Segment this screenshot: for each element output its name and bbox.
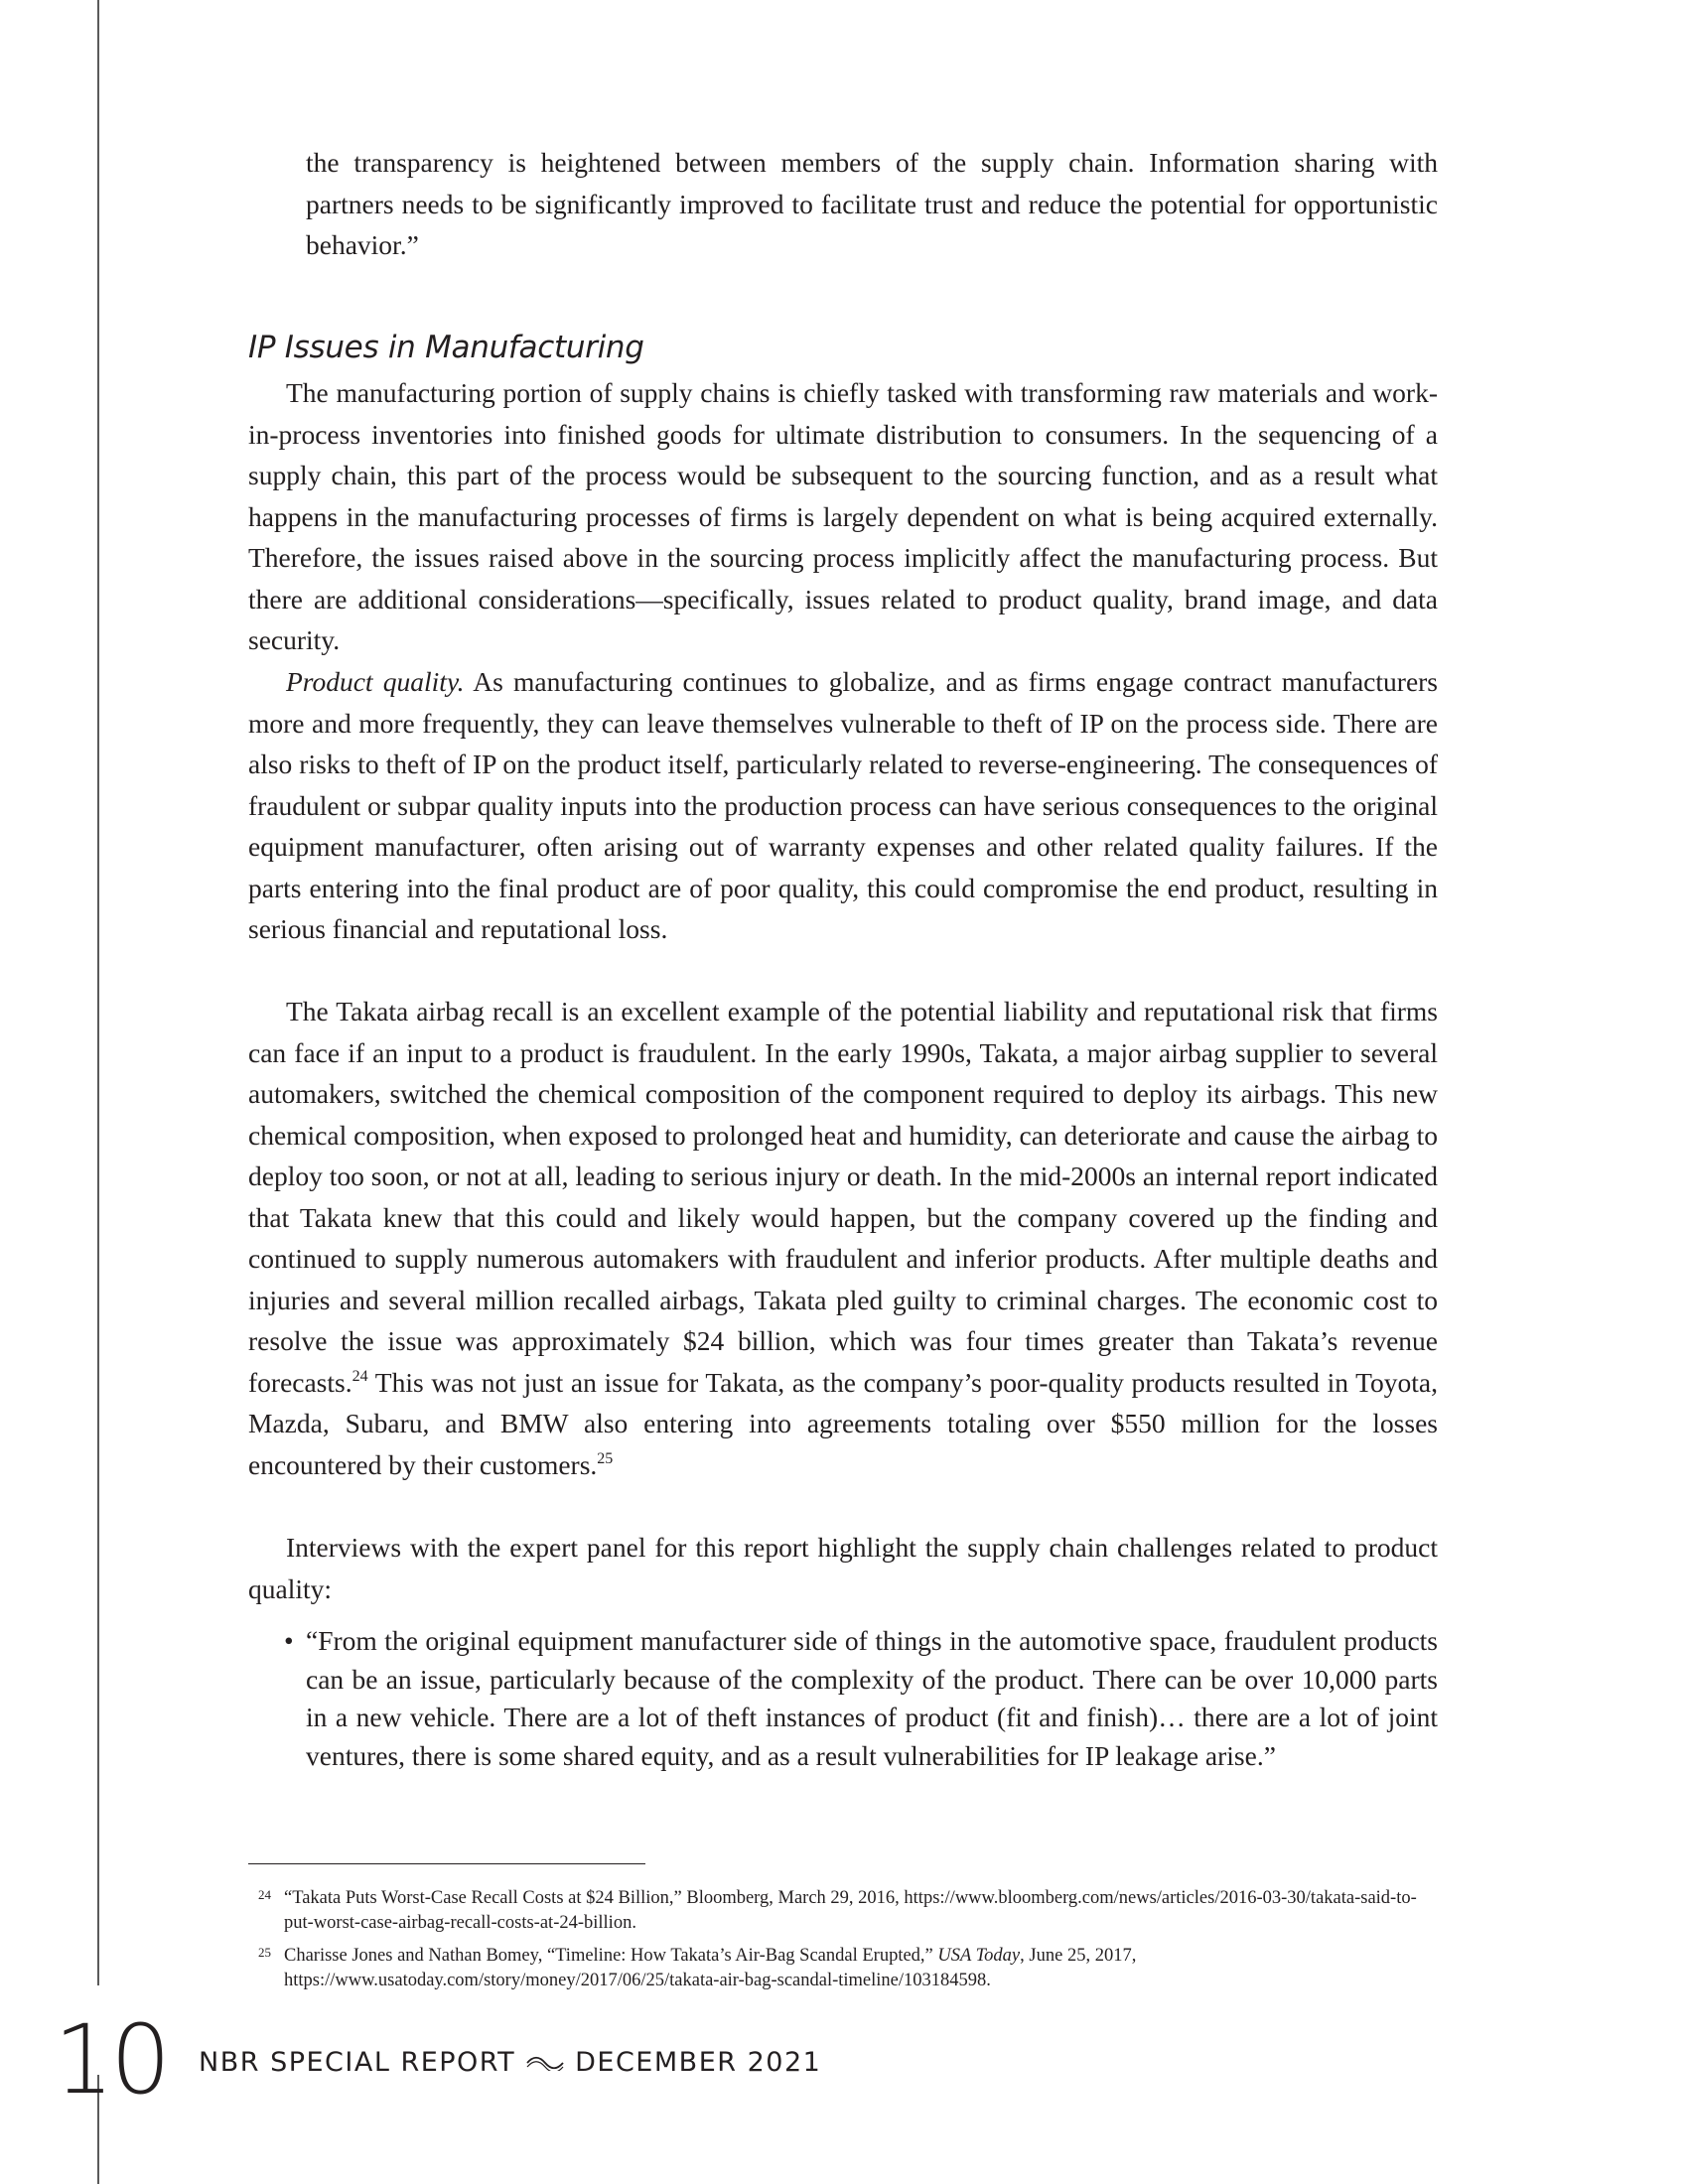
continued-quote: the transparency is heightened between members of the supply chain. Information sharing with partners needs to be significantly improved to facilitate trust and reduce the potential for opportunistic behavior.”	[306, 147, 1438, 260]
body-paragraph-product-quality	[248, 661, 1438, 950]
footnote-text: “Takata Puts Worst-Case Recall Costs at $24 Billion,” Bloomberg, March 29, 2016, https://www.bloomberg.com/news/articles/2016-03-30/takata-said-to-put-worst-case-airbag-recall-costs-at-24-billion.	[284, 1888, 1417, 1933]
footnote-number: 25	[258, 1945, 271, 1960]
footnote-ref-24[interactable]: 24	[352, 1367, 368, 1385]
footnote-25	[258, 1944, 1438, 1993]
section-heading: IP Issues in Manufacturing	[248, 330, 644, 365]
publication-name: NBR SPECIAL REPORT	[199, 2047, 516, 2078]
run-in-heading: Product quality.	[286, 666, 465, 697]
margin-rule	[97, 0, 99, 2184]
footnote-source-title: USA Today	[937, 1946, 1021, 1966]
publication-date: DECEMBER 2021	[575, 2047, 822, 2078]
tilde-wave-icon	[525, 2055, 565, 2071]
footnote-24	[258, 1886, 1438, 1936]
running-footer	[199, 2047, 821, 2079]
body-paragraph-manufacturing: The manufacturing portion of supply chains is chiefly tasked with transforming raw materials and work-in-process inventories into finished goods for ultimate distribution to consumers. In the sequencing of a supply chain, this part of the process would be subsequent to the sourcing function, and as a result what happens in the manufacturing processes of firms is largely dependent on what is being acquired externally. Therefore, the issues raised above in the sourcing process implicitly affect the manufacturing process. But there are additional considerations—specifically, issues related to product quality, brand image, and data security.	[248, 377, 1438, 655]
bullet-icon: •	[284, 1625, 294, 1656]
body-paragraph-takata	[248, 991, 1438, 1485]
footnote-text	[284, 1944, 1438, 1993]
paragraph-text: The Takata airbag recall is an excellent example of the potential liability and reputational risk that firms can face if an input to a product is fraudulent. In the early 1990s, Takata, a major airbag supplier to several automakers, switched the chemical composition of the component required to deploy its airbags. This new chemical composition, when exposed to prolonged heat and humidity, can deteriorate and cause the airbag to deploy too soon, or not at all, leading to serious injury or death. In the mid-2000s an internal report indicated that Takata knew that this could and likely would happen, but the company covered up the finding and continued to supply numerous automakers with fraudulent and inferior products. After multiple deaths and injuries and several million recalled airbags, Takata pled guilty to criminal charges. The economic cost to resolve the issue was approximately $24 billion, which was four times greater than Takata’s revenue forecasts.	[248, 996, 1438, 1398]
bullet-text: “From the original equipment manufacturer side of things in the automotive space, fraudulent products can be an issue, particularly because of the complexity of the product. There can be over 10,000 parts in a new vehicle. There are a lot of theft instances of product (fit and finish)… there are a lot of joint ventures, there is some shared equity, and as a result vulnerabilities for IP leakage arise.”	[306, 1625, 1438, 1771]
bullet-quote	[284, 1622, 1438, 1775]
footnote-number: 24	[258, 1887, 271, 1902]
body-paragraph-interviews: Interviews with the expert panel for this report highlight the supply chain challenges related to product quality:	[248, 1532, 1438, 1604]
footnote-text-part: , June 25, 2017, https://www.usatoday.com/story/money/2017/06/25/takata-air-bag-scandal-timeline/103184598.	[284, 1946, 1137, 1990]
footnote-text-part: Charisse Jones and Nathan Bomey, “Timeline: How Takata’s Air-Bag Scandal Erupted,”	[284, 1946, 938, 1966]
paragraph-text: This was not just an issue for Takata, as the company’s poor-quality products resulted in Toyota, Mazda, Subaru, and BMW also entering into agreements totaling over $550 million for the losses encountered by their customers.	[248, 1366, 1438, 1480]
footnote-divider	[248, 1863, 645, 1864]
paragraph-text: As manufacturing continues to globalize, and as firms engage contract manufacturers more and more frequently, they can leave themselves vulnerable to theft of IP on the process side. There are also risks to theft of IP on the product itself, particularly related to reverse-engineering. The consequences of fraudulent or subpar quality inputs into the production process can have serious consequences to the original equipment manufacturer, often arising out of warranty expenses and other related quality failures. If the parts entering into the final product are of poor quality, this could compromise the end product, resulting in serious financial and reputational loss.	[248, 666, 1439, 944]
page-number: 10	[54, 2004, 168, 2116]
footnote-ref-25[interactable]: 25	[597, 1449, 614, 1467]
